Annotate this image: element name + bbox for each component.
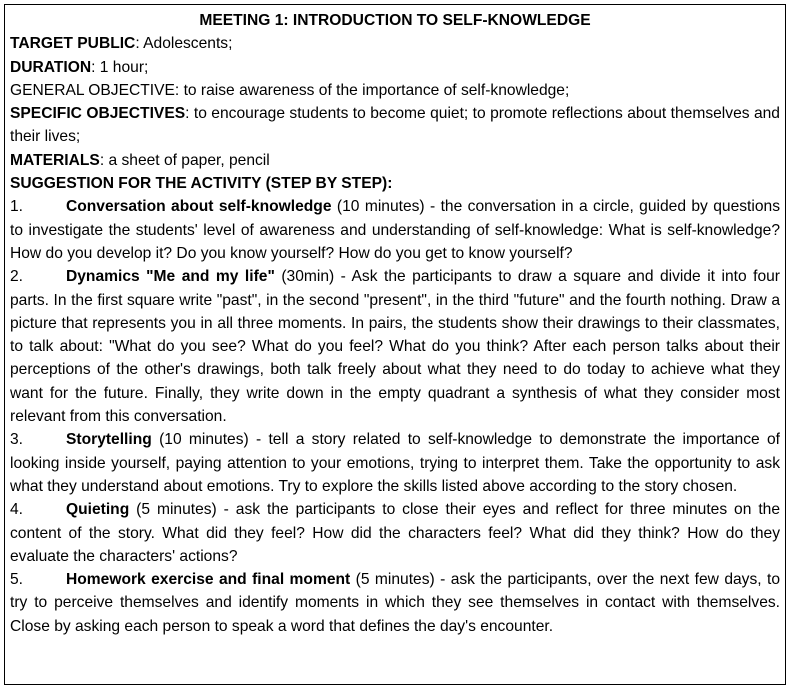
specific-objectives-label: SPECIFIC OBJECTIVES [10, 105, 186, 123]
step-title: Conversation about self-knowledge [66, 198, 332, 216]
step-number: 3. [10, 431, 24, 449]
step-item [10, 265, 780, 428]
materials-value: : a sheet of paper, pencil [99, 151, 270, 169]
duration-line [10, 56, 780, 79]
step-title: Homework exercise and final moment [66, 571, 351, 589]
duration-label: DURATION [10, 58, 92, 76]
target-public-line [10, 32, 780, 55]
step-item [10, 498, 780, 568]
step-text: (10 minutes) - tell a story related to self-knowledge to demonstrate the importance of looking inside yourself, paying attention to your emotions, trying to interpret them. Take the opportunity to ask what they understand about emotions. Try to explore the skills listed above according to the story chosen. [10, 431, 780, 495]
step-text: (5 minutes) - ask the participants to close their eyes and reflect for three minutes on the content of the story. What did they feel? How did the characters feel? What did they think? How do they evaluate the characters' actions? [10, 501, 780, 565]
document-title: MEETING 1: INTRODUCTION TO SELF-KNOWLEDGE [199, 12, 591, 29]
step-item [10, 568, 780, 638]
step-text: (10 minutes) - the conversation in a circle, guided by questions to investigate the students' level of awareness and understanding of self-knowledge: What is self-knowledge? How do you develop it? Do you know yourself? How do you get to know yourself? [10, 198, 780, 262]
target-public-label: TARGET PUBLIC [10, 35, 136, 53]
target-public-value: : Adolescents; [135, 35, 233, 53]
general-objective-line: GENERAL OBJECTIVE: to raise awareness of the importance of self-knowledge; [10, 81, 570, 99]
step-number: 5. [10, 571, 24, 589]
suggestion-heading: SUGGESTION FOR THE ACTIVITY (STEP BY STEP): [10, 175, 393, 193]
step-item [10, 195, 780, 265]
materials-label: MATERIALS [10, 151, 100, 169]
document-frame [4, 4, 786, 685]
step-text: (5 minutes) - ask the participants, over the next few days, to try to perceive themselves and identify moments in which they see themselves in contact with themselves. Close by asking each person to speak a word that defines the day's encounter. [10, 571, 780, 635]
step-number: 1. [10, 198, 24, 216]
materials-line [10, 149, 780, 172]
step-title: Quieting [66, 501, 130, 519]
duration-value: : 1 hour; [91, 58, 149, 76]
step-item [10, 428, 780, 498]
step-number: 2. [10, 268, 24, 286]
specific-objectives-value: : to encourage students to become quiet; to promote reflections about themselves and their lives; [10, 105, 780, 146]
step-title: Storytelling [66, 431, 152, 449]
step-text: (30min) - Ask the participants to draw a square and divide it into four parts. In the first square write "past", in the second "present", in the third "future" and the fourth nothing. Draw a picture that represents you in all three moments. In pairs, the students show their drawings to their classmates, to talk about: "What do you see? What do you feel? What do you think? After each person talks about their perceptions of the other's drawings, both talk freely about what they need to do today to achieve what they want for the future. Finally, they write down in the empty quadrant a synthesis of what they consider most relevant from this conversation. [10, 268, 780, 426]
step-number: 4. [10, 501, 24, 519]
step-title: Dynamics "Me and my life" [66, 268, 275, 286]
specific-objectives-line [10, 102, 780, 149]
